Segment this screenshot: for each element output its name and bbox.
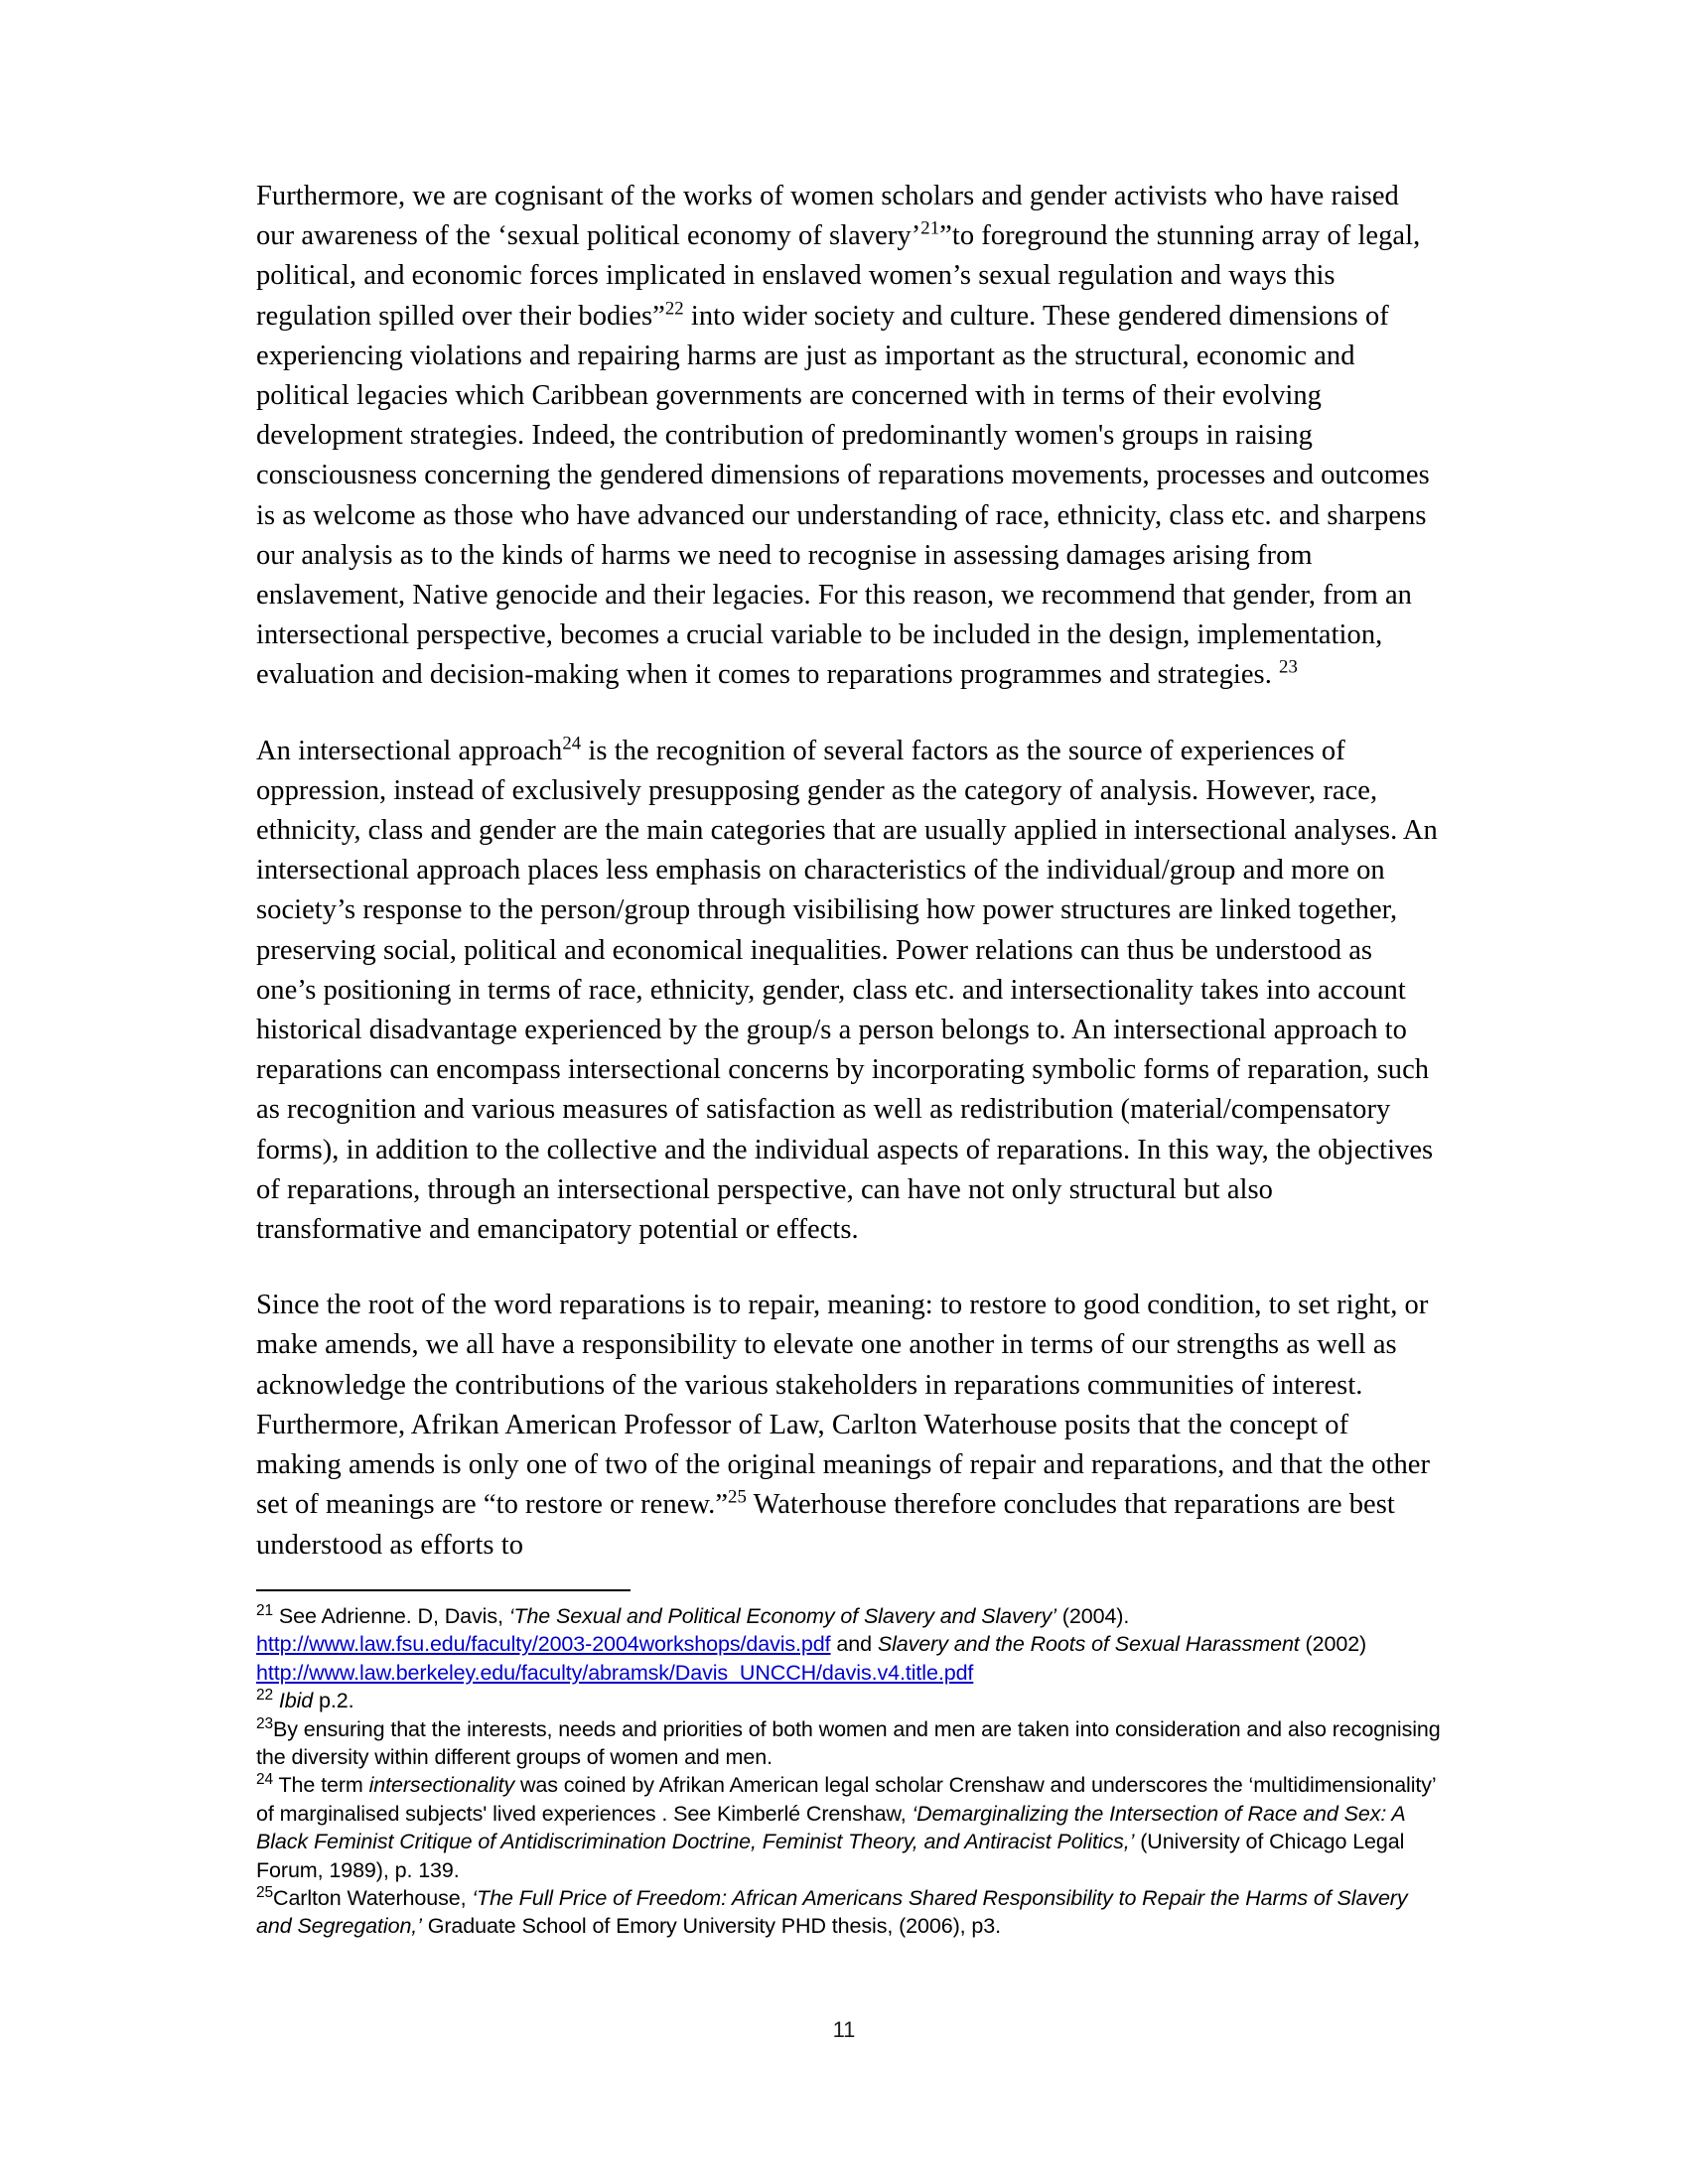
text-run: (University of Chicago Legal Forum, 1989), p. 139. (256, 1830, 1405, 1882)
text-run: See Adrienne. D, Davis, (273, 1604, 509, 1628)
footnote-number-22: 22 (256, 1687, 274, 1705)
footnote-url-link[interactable]: http://www.law.berkeley.edu/faculty/abramsk/Davis_UNCCH/davis.v4.title.pdf (256, 1660, 974, 1685)
italic-title: Ibid (278, 1689, 314, 1713)
footnote-number-24: 24 (256, 1771, 274, 1789)
text-run: Furthermore, we are cognisant of the works of women scholars and gender activists who have raised our awareness of the ‘sexual political economy of slavery’ (256, 181, 1399, 252)
footnote-url-link[interactable]: http://www.law.fsu.edu/faculty/2003-2004workshops/davis.pdf (256, 1632, 831, 1657)
footnote-reference-24[interactable]: 24 (562, 733, 582, 754)
footnote-number-21: 21 (256, 1601, 274, 1619)
italic-title: ‘The Full Price of Freedom: African Americans Shared Responsibility to Repair the Harms of Slavery and Segregation,’ (256, 1886, 1408, 1939)
footnote-reference-22[interactable]: 22 (664, 298, 684, 320)
italic-title: ‘The Sexual and Political Economy of Slavery and Slavery’ (508, 1604, 1056, 1628)
text-run: The term (273, 1773, 369, 1798)
italic-title: ‘Demarginalizing the Intersection of Race and Sex: A Black Feminist Critique of Antidiscrimination Doctrine, Feminist Theory, and Antiracist Politics,’ (256, 1801, 1405, 1854)
footnote-number-25: 25 (256, 1883, 274, 1901)
footnote-area (256, 1589, 1443, 1941)
footnote-reference-25[interactable]: 25 (728, 1486, 747, 1508)
text-run: p.2. (313, 1689, 354, 1713)
footnote-23 (256, 1715, 1443, 1772)
italic-title: intersectionality (368, 1773, 515, 1798)
paragraph-root-of-reparations (256, 1286, 1438, 1565)
body-text-area (256, 177, 1438, 1566)
text-run: An intersectional approach (256, 735, 563, 766)
footnote-22 (256, 1687, 1443, 1714)
text-run: (2004). (1055, 1604, 1130, 1628)
text-run: ”to foreground the stunning array of legal, political, and economic forces implicated in enslaved women’s sexual regulation and ways this regulation spilled over their bodies” (256, 220, 1421, 332)
footnote-list (256, 1602, 1443, 1941)
footnote-number-23: 23 (256, 1714, 274, 1732)
text-run: into wider society and culture. These gendered dimensions of experiencing violations and repairing harms are just as important as the structural, economic and political legacies which Caribbean governments are concerned with in terms of their evolving development strategies. Indeed, the contribution of predominantly women's groups in raising consciousness concerning the gendered dimensions of reparations movements, processes and outcomes is as welcome as those who have advanced our understanding of race, ethnicity, class etc. and sharpens our analysis as to the kinds of harms we need to recognise in assessing damages arising from enslavement, Native genocide and their legacies. For this reason, we recommend that gender, from an intersectional perspective, becomes a crucial variable to be included in the design, implementation, evaluation and decision-making when it comes to reparations programmes and strategies. (256, 300, 1430, 691)
italic-title: Slavery and the Roots of Sexual Harassment (877, 1632, 1300, 1657)
footnote-24 (256, 1771, 1443, 1884)
text-run: Graduate School of Emory University PHD thesis, (2006), p3. (421, 1914, 1001, 1939)
text-run: and (830, 1632, 878, 1657)
text-run: Waterhouse therefore concludes that reparations are best understood as efforts to (256, 1489, 1395, 1561)
page-number: 11 (832, 2017, 856, 2042)
text-run: Carlton Waterhouse, (273, 1886, 473, 1911)
paragraph-gender-scholars (256, 177, 1438, 696)
text-run: By ensuring that the interests, needs and priorities of both women and men are taken into consideration and also recognising the diversity within different groups of women and men. (256, 1716, 1441, 1770)
paragraph-intersectional-approach (256, 732, 1438, 1251)
text-run: (2002) (1299, 1632, 1367, 1657)
text-run: was coined by Afrikan American legal scholar Crenshaw and underscores the ‘multidimensionality’ of marginalised subjects' lived experiences . See Kimberlé Crenshaw, (256, 1773, 1436, 1826)
footnote-separator-line (256, 1589, 631, 1591)
footnote-21 (256, 1602, 1443, 1687)
text-run: Since the root of the word reparations is to repair, meaning: to restore to good condition, to set right, or make amends, we all have a responsibility to elevate one another in terms of our strengths as well as acknowledge the contributions of the various stakeholders in reparations communities of interest. Furthermore, Afrikan American Professor of Law, Carlton Waterhouse posits that the concept of making amends is only one of two of the original meanings of repair and reparations, and that the other set of meanings are “to restore or renew.” (256, 1290, 1431, 1521)
footnote-25 (256, 1884, 1443, 1941)
footnote-reference-23[interactable]: 23 (1279, 656, 1298, 678)
footnote-reference-21[interactable]: 21 (920, 217, 940, 239)
text-run: is the recognition of several factors as the source of experiences of oppression, instead of exclusively presupposing gender as the category of analysis. However, race, ethnicity, class and gender are the main categories that are usually applied in intersectional analyses. An intersectional approach places less emphasis on characteristics of the individual/group and more on society’s response to the person/group through visibilising how power structures are linked together, preserving social, political and economical inequalities. Power relations can thus be understood as one’s positioning in terms of race, ethnicity, gender, class etc. and intersectionality takes into account historical disadvantage experienced by the group/s a person belongs to. An intersectional approach to reparations can encompass intersectional concerns by incorporating symbolic forms of reparation, such as recognition and various measures of satisfaction as well as redistribution (material/compensatory forms), in addition to the collective and the individual aspects of reparations. In this way, the objectives of reparations, through an intersectional perspective, can have not only structural but also transformative and emancipatory potential or effects. (256, 735, 1438, 1246)
